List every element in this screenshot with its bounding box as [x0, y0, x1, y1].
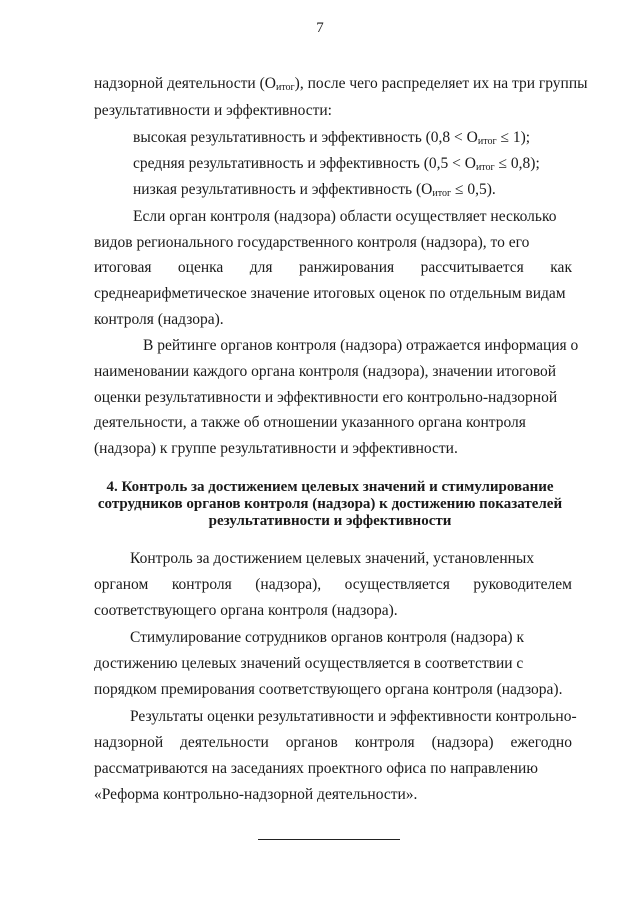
text-line: наименовании каждого органа контроля (надзора), значении итоговой — [94, 363, 557, 380]
text-line: итоговая оценка для ранжирования рассчитывается как — [94, 259, 572, 276]
text-line: порядком премирования соответствующего органа контроля (надзора). — [94, 681, 563, 698]
text-line: деятельности, а также об отношении указанного органа контроля — [94, 414, 526, 431]
list-item-medium: средняя результативность и эффективность $(0,5 < O_{итог} \le 0,8)$; — [133, 155, 540, 173]
text-line: надзорной деятельности $(O_{итог})$, после чего распределяет их на три группы — [94, 75, 588, 93]
text-line: органом контроля (надзора), осуществляется руководителем — [94, 576, 572, 593]
text-line: надзорной деятельности органов контроля (надзора) ежегодно — [94, 734, 572, 751]
section-heading-line: результативности и эффективности — [208, 513, 452, 529]
text-line: соответствующего органа контроля (надзора). — [94, 602, 398, 619]
text-line: «Реформа контрольно-надзорной деятельности». — [94, 786, 418, 803]
text-line: Стимулирование сотрудников органов контроля (надзора) к — [130, 629, 524, 646]
text-line: Контроль за достижением целевых значений, установленных — [130, 550, 535, 567]
text-line: Результаты оценки результативности и эффективности контрольно- — [130, 708, 577, 725]
list-item-high: высокая результативность и эффективность $(0,8 < O_{итог} \le 1)$; — [133, 129, 531, 147]
text-line: среднеарифметическое значение итоговых оценок по отдельным видам — [94, 285, 566, 302]
text-line: контроля (надзора). — [94, 311, 224, 328]
page-number: 7 — [316, 20, 324, 36]
text-line: В рейтинге органов контроля (надзора) отражается информация о — [143, 337, 579, 354]
section-heading-line: 4. Контроль за достижением целевых значений и стимулирование — [106, 479, 554, 495]
section-heading-line: сотрудников органов контроля (надзора) к достижению показателей — [97, 496, 563, 512]
text-line: Если орган контроля (надзора) области осуществляет несколько — [133, 208, 557, 225]
text-line: результативности и эффективности: — [94, 102, 332, 119]
text-line: достижению целевых значений осуществляется в соответствии с — [94, 655, 524, 672]
end-rule — [258, 839, 400, 840]
text-line: (надзора) к группе результативности и эффективности. — [94, 440, 458, 457]
text-line: видов регионального государственного контроля (надзора), то его — [94, 234, 530, 251]
list-item-low: низкая результативность и эффективность $(O_{итог} \le 0,5)$. — [133, 181, 496, 199]
text-line: рассматриваются на заседаниях проектного офиса по направлению — [94, 760, 538, 777]
text-line: оценки результативности и эффективности его контрольно-надзорной — [94, 389, 558, 406]
